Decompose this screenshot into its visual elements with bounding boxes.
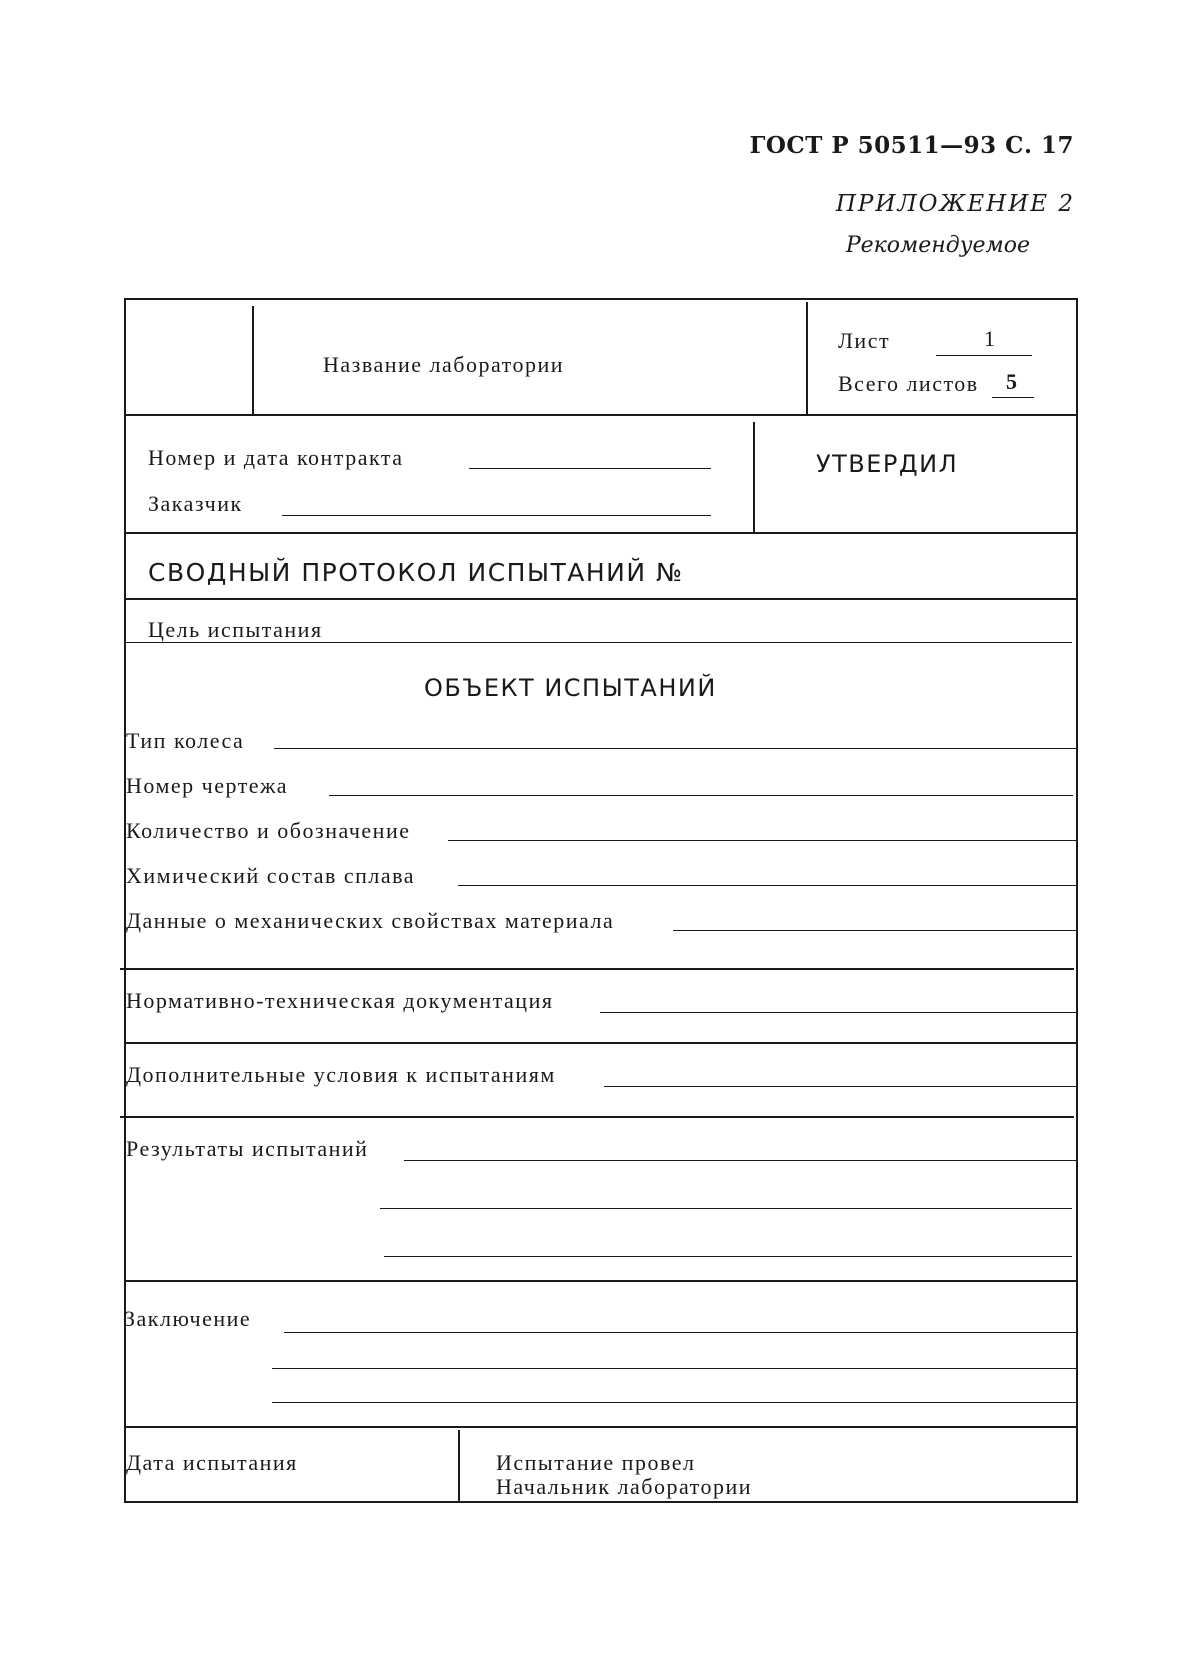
quantity-label: Количество и обозначение [126,818,411,843]
sheet-number: 1 [984,326,997,351]
wheel-type-label: Тип колеса [126,728,245,753]
row-separator [120,1116,1074,1118]
protocol-form [124,298,1078,1503]
test-object-title: ОБЪЕКТ ИСПЫТАНИЙ [424,674,717,702]
approved-label: УТВЕРДИЛ [816,450,959,478]
mechanical-properties-label: Данные о механических свойствах материала [126,908,615,933]
customer-input-line[interactable] [282,515,711,516]
mechanical-properties-input-line[interactable] [673,930,1076,931]
lab-head-label: Начальник лаборатории [496,1474,753,1499]
row-separator [124,598,1078,600]
document-standard-header: ГОСТ Р 50511—93 С. 17 [749,132,1074,159]
divider [806,302,808,414]
sheet-number-line [936,355,1032,356]
purpose-input-line[interactable] [126,642,1072,643]
divider [458,1430,460,1501]
row-separator [124,414,1078,416]
row-separator [124,532,1078,534]
conclusion-input-line-3[interactable] [272,1402,1076,1403]
divider [753,422,755,532]
wheel-type-input-line[interactable] [274,748,1076,749]
normative-docs-input-line[interactable] [600,1012,1076,1013]
row-separator [126,1042,1076,1044]
contract-label: Номер и дата контракта [148,445,404,470]
additional-conditions-label: Дополнительные условия к испытаниям [126,1062,556,1087]
total-sheets-line [992,397,1034,398]
conclusion-input-line[interactable] [284,1332,1076,1333]
row-separator [124,1280,1078,1282]
drawing-number-input-line[interactable] [329,795,1073,796]
conducted-by-label: Испытание провел [496,1450,696,1475]
test-results-label: Результаты испытаний [126,1136,369,1161]
test-results-input-line-3[interactable] [384,1256,1072,1257]
purpose-label: Цель испытания [148,617,323,642]
lab-name-label: Название лаборатории [323,352,565,377]
chemical-composition-input-line[interactable] [458,885,1076,886]
test-date-label: Дата испытания [126,1450,298,1475]
normative-docs-label: Нормативно-техническая документация [126,988,554,1013]
chemical-composition-label: Химический состав сплава [126,863,415,888]
row-separator [120,968,1074,970]
additional-conditions-input-line[interactable] [604,1086,1076,1087]
total-sheets-label: Всего листов [838,371,979,396]
sheet-label: Лист [838,328,891,353]
contract-input-line[interactable] [469,468,711,469]
appendix-title: ПРИЛОЖЕНИЕ 2 [835,191,1075,217]
drawing-number-label: Номер чертежа [126,773,289,798]
summary-protocol-title: СВОДНЫЙ ПРОТОКОЛ ИСПЫТАНИЙ № [148,558,684,587]
total-sheets-number: 5 [1006,369,1019,394]
divider [252,306,254,414]
conclusion-input-line-2[interactable] [272,1368,1076,1369]
test-results-input-line[interactable] [404,1160,1076,1161]
conclusion-label: Заключение [124,1306,252,1331]
row-separator [124,1426,1078,1428]
test-results-input-line-2[interactable] [380,1208,1072,1209]
appendix-status: Рекомендуемое [845,233,1030,258]
customer-label: Заказчик [148,491,243,516]
quantity-input-line[interactable] [448,840,1076,841]
